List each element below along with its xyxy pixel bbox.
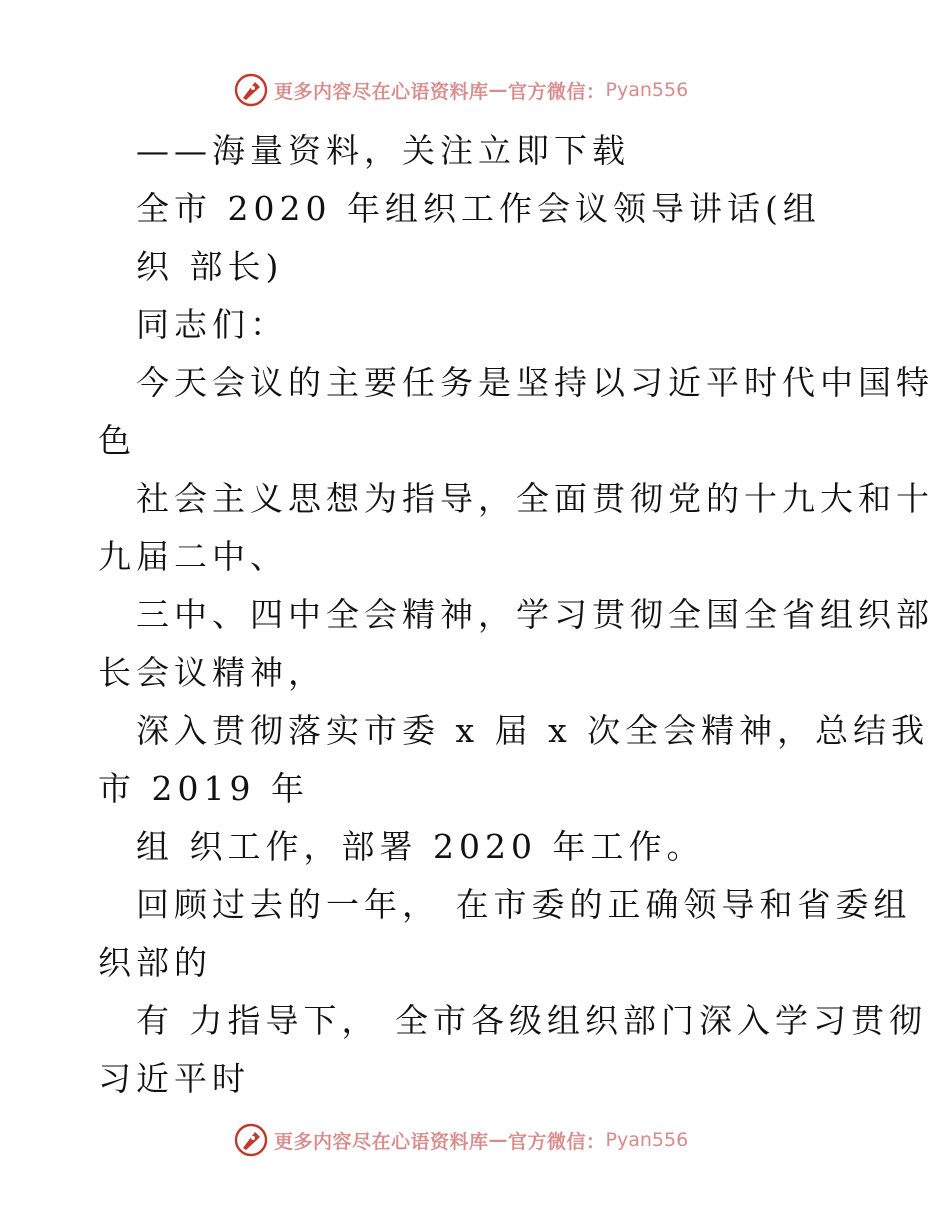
doc-line: 有 力指导下， 全市各级组织部门深入学习贯彻 xyxy=(136,1001,927,1040)
doc-line: 色 xyxy=(98,421,136,460)
pen-nib-icon xyxy=(234,1123,268,1157)
doc-line: 长会议精神， xyxy=(98,653,326,692)
banner-separator: — xyxy=(488,1129,509,1151)
footer-banner xyxy=(234,1120,688,1160)
doc-line: 九届二中、 xyxy=(98,537,288,576)
banner-brand: 更多内容尽在心语资料库 xyxy=(274,80,489,103)
doc-line: 今天会议的主要任务是坚持以习近平时代中国特 xyxy=(136,363,934,402)
doc-line-title-1: 全市 2020 年组织工作会议领导讲话(组 xyxy=(136,189,821,228)
doc-line: 深入贯彻落实市委 x 届 x 次全会精神，总结我 xyxy=(136,711,930,750)
doc-line: 习近平时 xyxy=(98,1059,250,1098)
header-banner xyxy=(234,70,688,110)
banner-separator: — xyxy=(488,79,509,101)
doc-line-salutation: 同志们： xyxy=(136,305,288,344)
doc-line: 社会主义思想为指导，全面贯彻党的十九大和十 xyxy=(136,479,934,518)
banner-wechat-id: Pyan556 xyxy=(605,1129,689,1151)
doc-line: 织部的 xyxy=(98,943,212,982)
doc-line: 回顾过去的一年， 在市委的正确领导和省委组 xyxy=(136,885,912,924)
doc-line-tagline: ——海量资料，关注立即下载 xyxy=(136,131,630,170)
banner-wechat-label: 官方微信： xyxy=(508,80,606,103)
doc-line: 三中、四中全会精神，学习贯彻全国全省组织部 xyxy=(136,595,934,634)
document-body xyxy=(98,122,934,1108)
banner-wechat-id: Pyan556 xyxy=(605,79,689,101)
banner-wechat-label: 官方微信： xyxy=(508,1130,606,1153)
doc-line: 组 织工作，部署 2020 年工作。 xyxy=(136,827,705,866)
doc-line-title-2: 织 部长) xyxy=(136,247,284,286)
pen-nib-icon xyxy=(234,73,268,107)
banner-brand: 更多内容尽在心语资料库 xyxy=(274,1130,489,1153)
doc-line: 市 2019 年 xyxy=(98,769,309,808)
